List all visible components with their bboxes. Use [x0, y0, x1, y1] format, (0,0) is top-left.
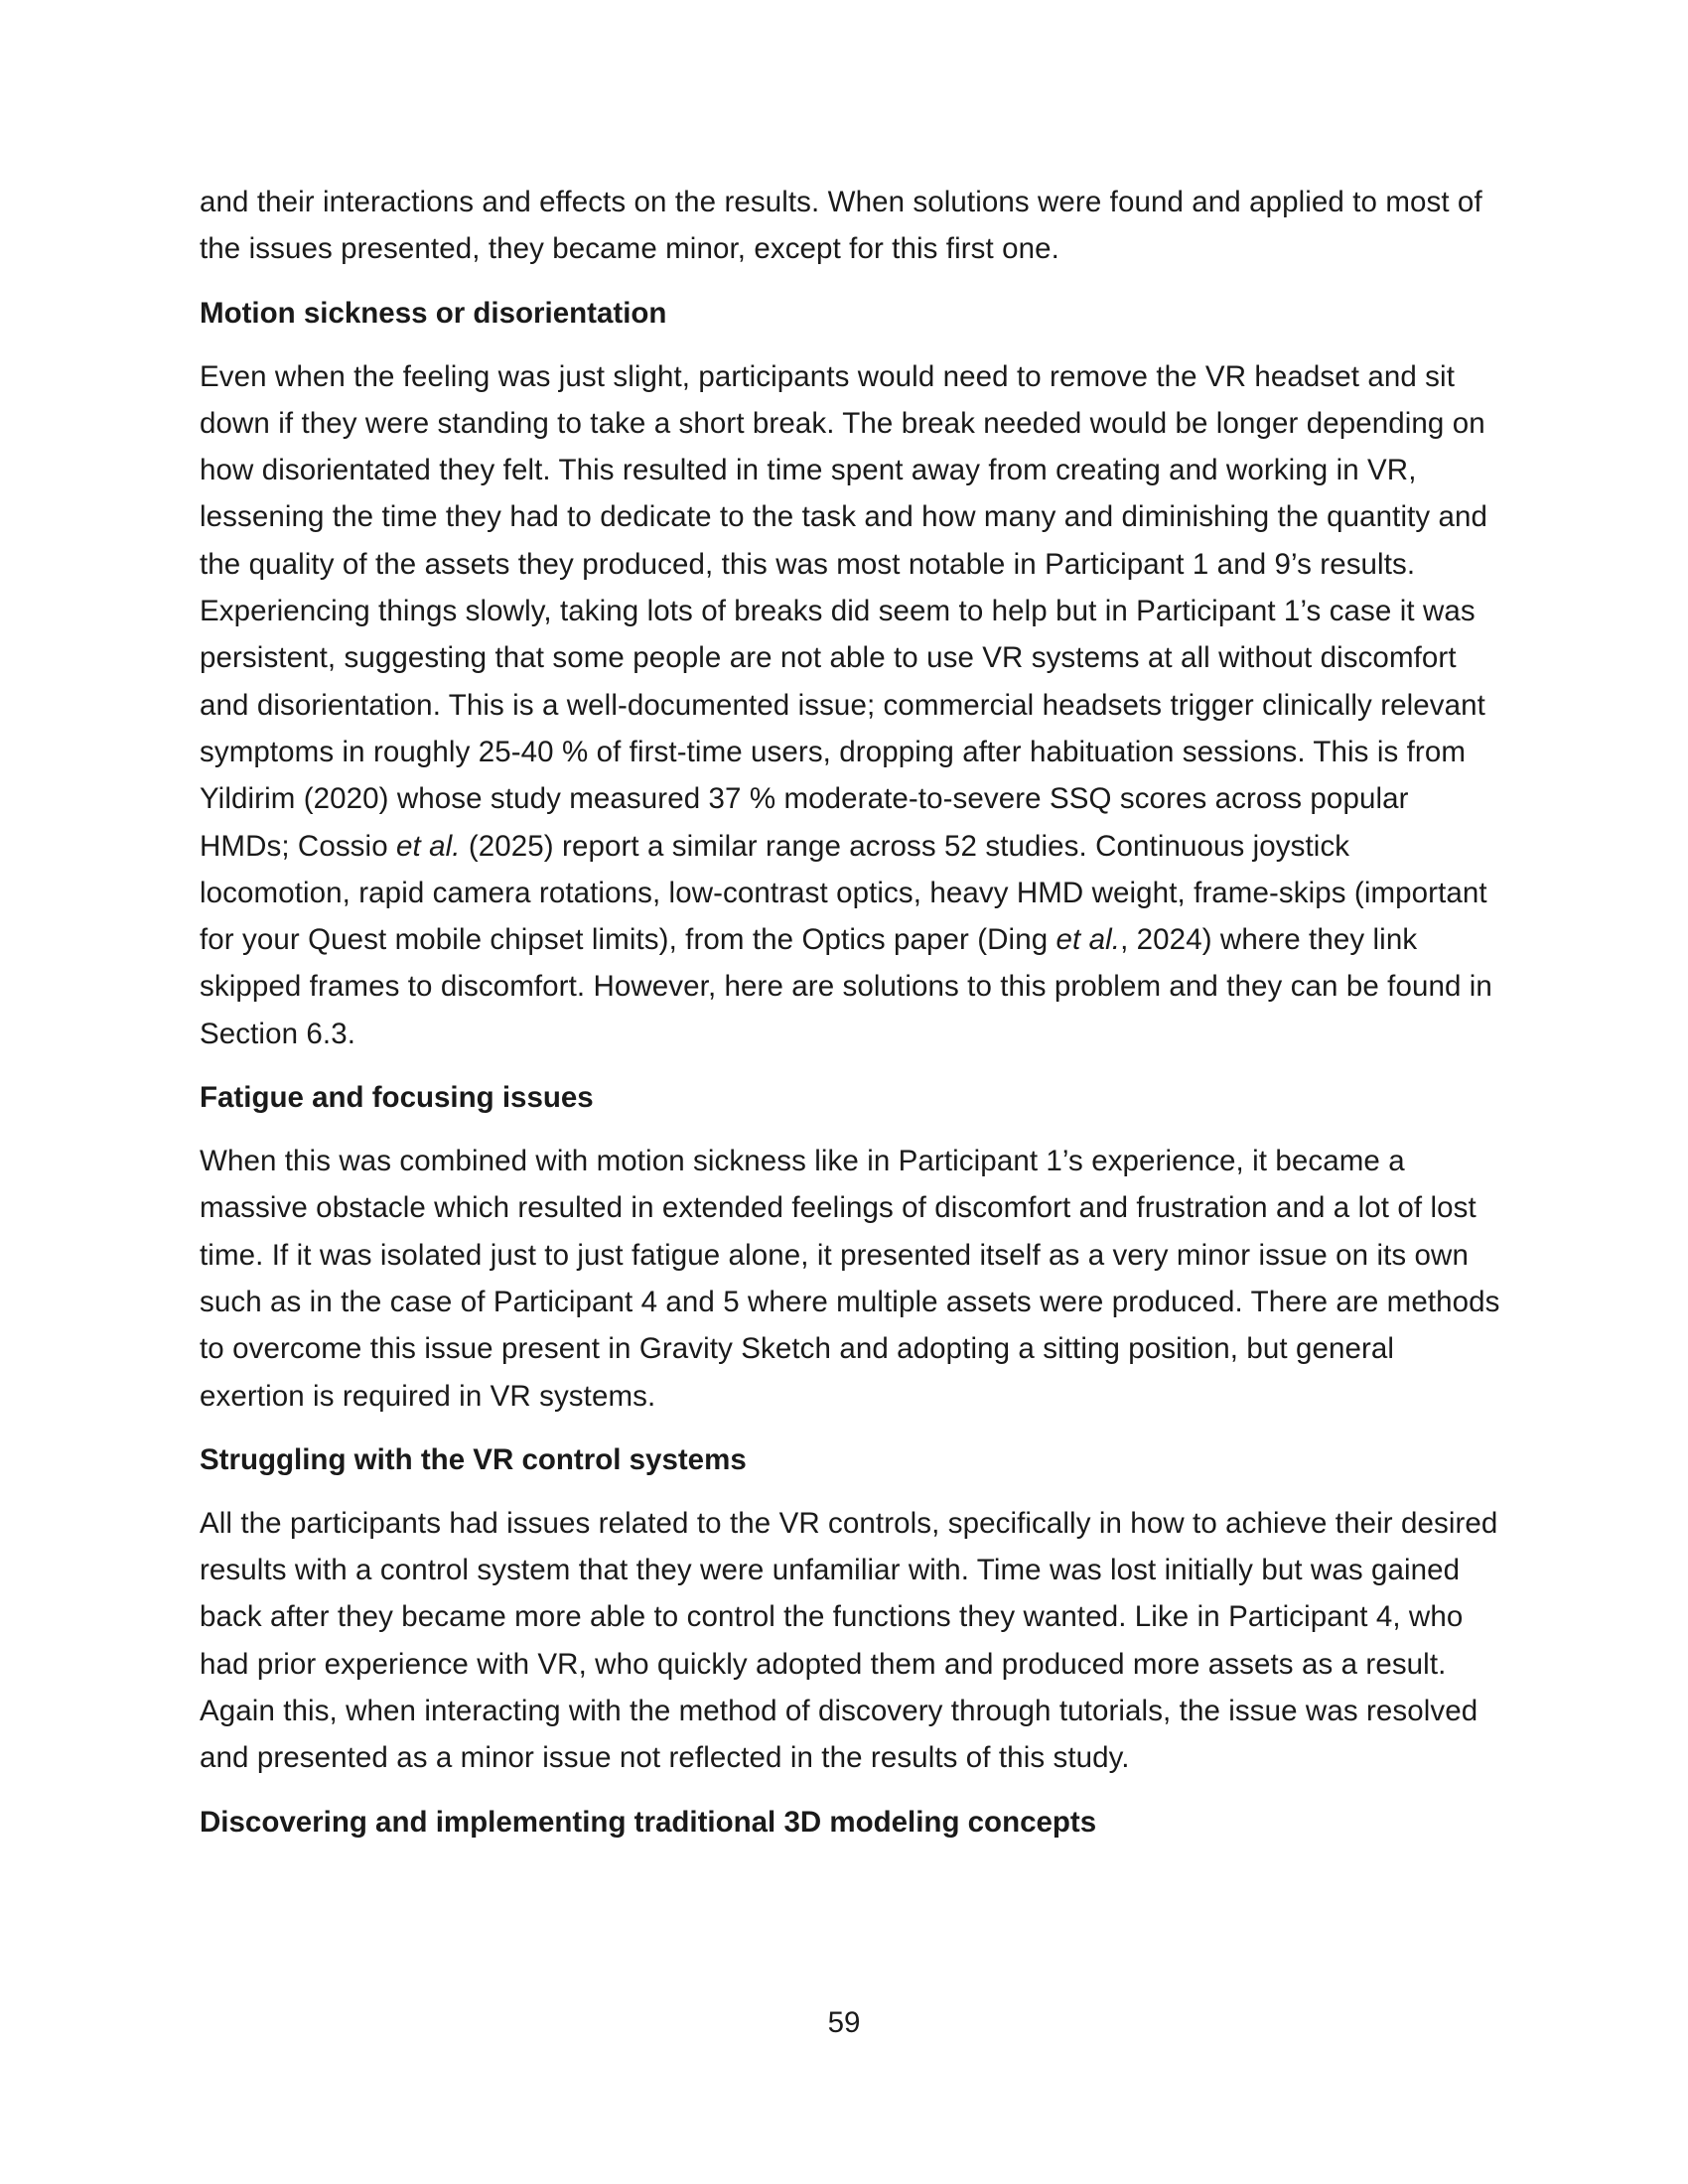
- page-content: [200, 179, 1500, 1845]
- section-heading-3d-modeling: Discovering and implementing traditional 3D modeling concepts: [200, 1805, 1097, 1839]
- text-run: , 2024) where they link skipped frames to discomfort. However, here are solutions to this problem and they can be found in Section 6.3.: [200, 923, 1492, 1050]
- text-run: When this was combined with motion sickness like in Participant 1’s experience, it became a massive obstacle which resulted in extended feelings of discomfort and frustration and a lot of lost time. If it was isolated just to just fatigue alone, it presented itself as a very minor issue on its own such as in the case of Participant 4 and 5 where multiple assets were produced. There are methods to overcome this issue present in Gravity Sketch and adopting a sitting position, but general exertion is required in VR systems.: [200, 1145, 1500, 1413]
- section-paragraph-motion-sickness: [200, 353, 1500, 1057]
- section-paragraph-vr-controls: [200, 1500, 1500, 1782]
- section-heading-fatigue: Fatigue and focusing issues: [200, 1081, 594, 1115]
- italic-text-run: et al.: [396, 829, 461, 863]
- text-run: All the participants had issues related to the VR controls, specifically in how to achieve their desired results with a control system that they were unfamiliar with. Time was lost initially but was gained back after they became more able to control the functions they wanted. Like in Participant 4, who had prior experience with VR, who quickly adopted them and produced more assets as a result. Again this, when interacting with the method of discovery through tutorials, the issue was resolved and presented as a minor issue not reflected in the results of this study.: [200, 1506, 1498, 1775]
- intro-paragraph: and their interactions and effects on the results. When solutions were found and applied to most of the issues presented, they became minor, except for this first one.: [200, 186, 1482, 266]
- section-heading-vr-controls: Struggling with the VR control systems: [200, 1442, 747, 1476]
- text-run: Even when the feeling was just slight, participants would need to remove the VR headset and sit down if they were standing to take a short break. The break needed would be longer depending on how disorientated they felt. This resulted in time spent away from creating and working in VR, lessening the time they had to dedicate to the task and how many and diminishing the quantity and the quality of the assets they produced, this was most notable in Participant 1 and 9’s results. Experiencing things slowly, taking lots of breaks did seem to help but in Participant 1’s case it was persistent, suggesting that some people are not able to use VR systems at all without discomfort and disorientation. This is a well-documented issue; commercial headsets trigger clinically relevant symptoms in roughly 25-40 % of first-time users, dropping after habituation sessions. This is from Yildirim (2020) whose study measured 37 % moderate-to-severe SSQ scores across popular HMDs; Cossio: [200, 359, 1488, 863]
- italic-text-run: et al.: [1055, 923, 1121, 957]
- page-number: 59: [827, 2006, 861, 2039]
- section-paragraph-fatigue: [200, 1138, 1500, 1420]
- text-run: (2025) report a similar range across 52 studies. Continuous joystick locomotion, rapid camera rotations, low-contrast optics, heavy HMD weight, frame-skips (important for your Quest mobile chipset limits), from the Optics paper (Ding: [200, 829, 1487, 957]
- section-heading-motion-sickness: Motion sickness or disorientation: [200, 296, 667, 330]
